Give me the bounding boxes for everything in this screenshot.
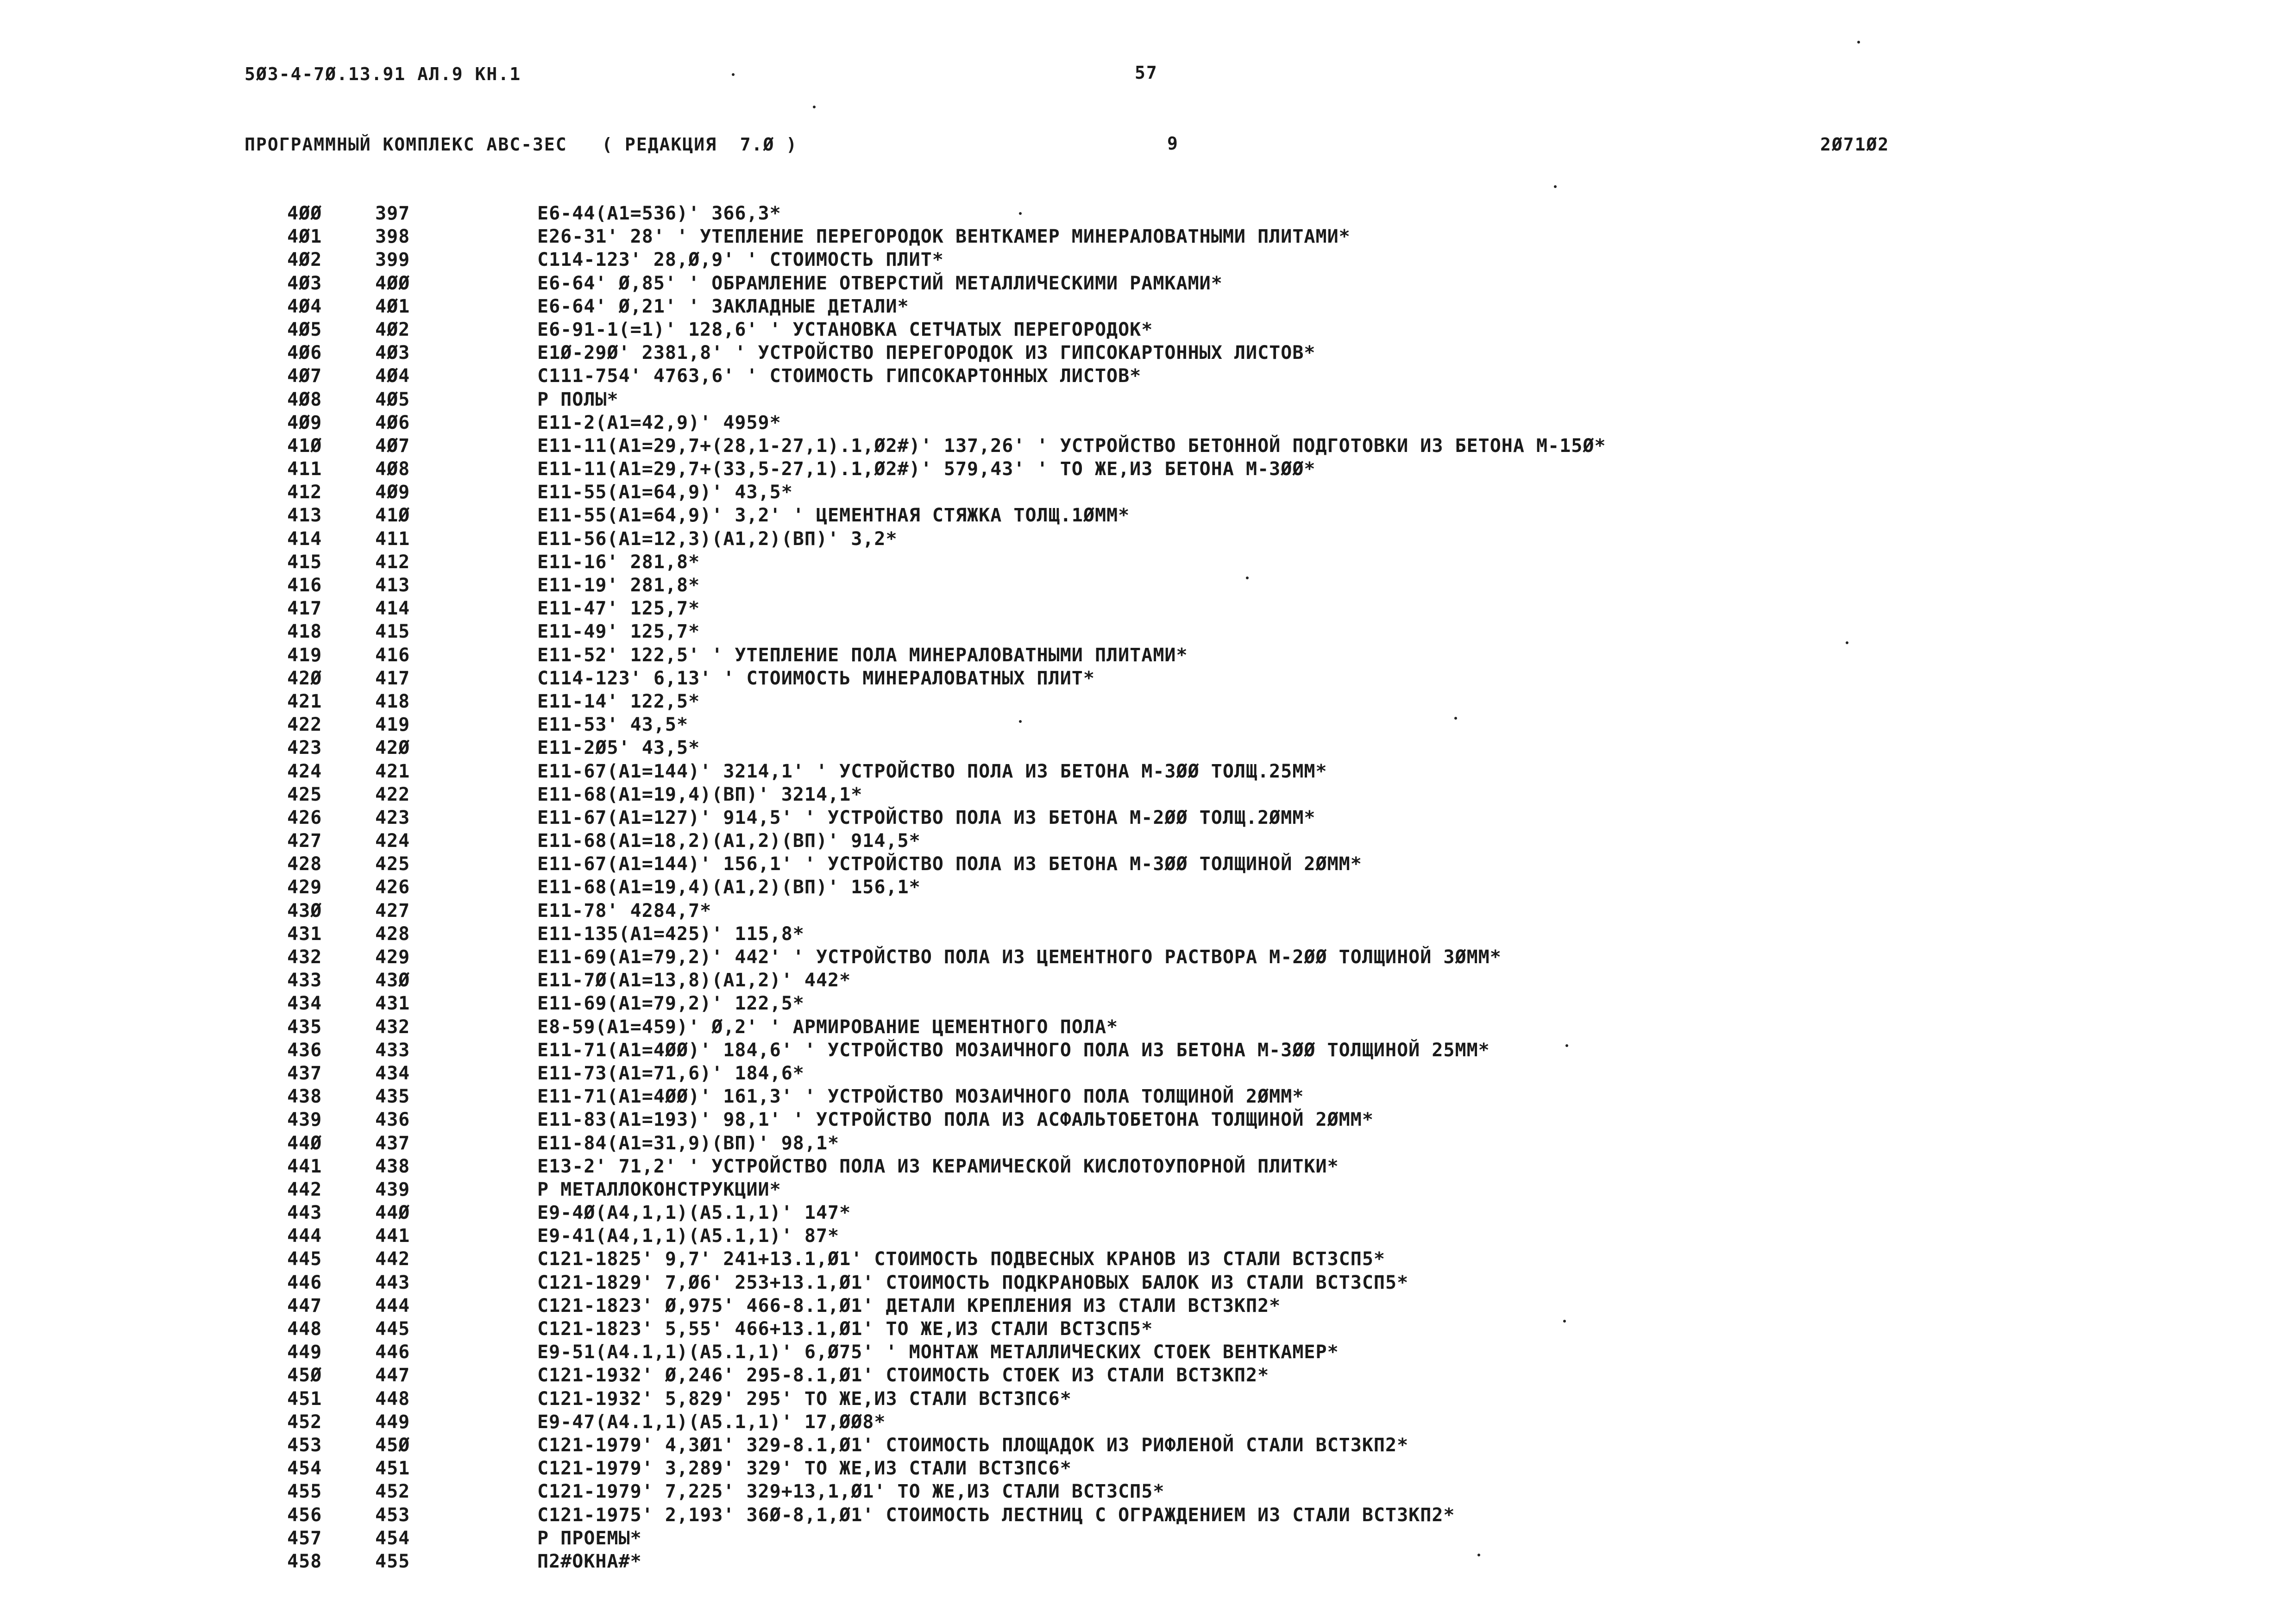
scan-speck — [1846, 641, 1848, 644]
statement-number: 4Ø9 — [375, 482, 410, 503]
page-number: 57 — [1135, 63, 1158, 83]
statement-text: С114-123' 6,13' ' СТОИМОСТЬ МИНЕРАЛОВАТНЫХ ПЛИТ* — [537, 667, 1095, 689]
line-number: 445 — [287, 1248, 322, 1270]
line-number: 423 — [287, 737, 322, 759]
line-number: 436 — [287, 1039, 322, 1061]
statement-number: 428 — [375, 923, 410, 945]
statement-number: 43Ø — [375, 970, 410, 991]
line-number: 425 — [287, 784, 322, 805]
line-number: 428 — [287, 853, 322, 875]
statement-text: Р ПРОЕМЫ* — [537, 1527, 642, 1549]
scan-speck — [1565, 1044, 1568, 1047]
statement-text: Е11-68(А1=19,4)(А1,2)(ВП)' 156,1* — [537, 877, 921, 898]
statement-text: Е11-56(А1=12,3)(А1,2)(ВП)' 3,2* — [537, 528, 898, 550]
line-number: 446 — [287, 1272, 322, 1293]
statement-number: 414 — [375, 598, 410, 620]
line-number: 417 — [287, 598, 322, 620]
statement-number: 4Ø1 — [375, 295, 410, 317]
statement-text: Е11-71(А1=4ØØ)' 161,3' ' УСТРОЙСТВО МОЗАИЧНОГО ПОЛА ТОЛЩИНОЙ 2ØММ* — [537, 1086, 1304, 1108]
statement-number: 397 — [375, 203, 410, 224]
statement-text: Е11-2(А1=42,9)' 4959* — [537, 412, 781, 433]
statement-text: С121-1823' Ø,975' 466-8.1,Ø1' ДЕТАЛИ КРЕПЛЕНИЯ ИЗ СТАЛИ ВСТ3КП2* — [537, 1295, 1281, 1317]
line-number: 415 — [287, 551, 322, 573]
statement-number: 416 — [375, 644, 410, 666]
statement-text: Е11-67(А1=144)' 156,1' ' УСТРОЙСТВО ПОЛА ИЗ БЕТОНА М-3ØØ ТОЛЩИНОЙ 2ØММ* — [537, 853, 1362, 875]
statement-number: 4Ø8 — [375, 458, 410, 480]
statement-number: 439 — [375, 1179, 410, 1200]
statement-text: Е9-51(А4.1,1)(А5.1,1)' 6,Ø75' ' МОНТАЖ МЕТАЛЛИЧЕСКИХ СТОЕК ВЕНТКАМЕР* — [537, 1342, 1339, 1363]
line-number: 45Ø — [287, 1365, 322, 1386]
statement-text: Е11-47' 125,7* — [537, 598, 700, 620]
statement-text: Е11-7Ø(А1=13,8)(А1,2)' 442* — [537, 970, 851, 991]
line-number: 413 — [287, 505, 322, 527]
line-number: 4Ø1 — [287, 226, 322, 248]
line-number: 414 — [287, 528, 322, 550]
scan-speck — [1019, 212, 1022, 215]
statement-number: 418 — [375, 690, 410, 712]
line-number: 457 — [287, 1527, 322, 1549]
statement-text: Е11-67(А1=144)' 3214,1' ' УСТРОЙСТВО ПОЛА ИЗ БЕТОНА М-3ØØ ТОЛЩ.25ММ* — [537, 760, 1327, 782]
line-number: 448 — [287, 1318, 322, 1340]
scan-speck — [732, 73, 735, 76]
line-number: 427 — [287, 830, 322, 852]
statement-number: 425 — [375, 853, 410, 875]
line-number: 452 — [287, 1411, 322, 1433]
statement-number: 452 — [375, 1481, 410, 1503]
line-number: 424 — [287, 760, 322, 782]
statement-number: 436 — [375, 1109, 410, 1131]
statement-number: 4Ø4 — [375, 365, 410, 387]
statement-text: Е11-135(А1=425)' 115,8* — [537, 923, 804, 945]
line-number: 411 — [287, 458, 322, 480]
statement-number: 415 — [375, 621, 410, 643]
statement-text: С121-1932' Ø,246' 295-8.1,Ø1' СТОИМОСТЬ СТОЕК ИЗ СТАЛИ ВСТ3КП2* — [537, 1365, 1269, 1386]
statement-number: 435 — [375, 1086, 410, 1108]
line-number: 419 — [287, 644, 322, 666]
statement-text: Е9-4Ø(А4,1,1)(А5.1,1)' 147* — [537, 1202, 851, 1224]
statement-number: 413 — [375, 575, 410, 596]
document-code: 5Ø3-4-7Ø.13.91 АЛ.9 КН.1 — [245, 64, 522, 84]
line-number: 4Ø7 — [287, 365, 322, 387]
statement-text: Е9-41(А4,1,1)(А5.1,1)' 87* — [537, 1225, 840, 1247]
statement-text: С121-1979' 4,3Ø1' 329-8.1,Ø1' СТОИМОСТЬ ПЛОЩАДОК ИЗ РИФЛЕНОЙ СТАЛИ ВСТ3КП2* — [537, 1434, 1409, 1456]
statement-number: 399 — [375, 249, 410, 271]
line-number: 426 — [287, 807, 322, 828]
line-number: 4Ø2 — [287, 249, 322, 271]
line-number: 437 — [287, 1062, 322, 1084]
line-number: 43Ø — [287, 900, 322, 922]
statement-number: 419 — [375, 714, 410, 736]
statement-text: Е11-83(А1=193)' 98,1' ' УСТРОЙСТВО ПОЛА ИЗ АСФАЛЬТОБЕТОНА ТОЛЩИНОЙ 2ØММ* — [537, 1109, 1374, 1131]
statement-text: Е11-55(А1=64,9)' 3,2' ' ЦЕМЕНТНАЯ СТЯЖКА ТОЛЩ.1ØММ* — [537, 505, 1130, 527]
statement-text: Е11-11(А1=29,7+(33,5-27,1).1,Ø2#)' 579,43' ' ТО ЖЕ,ИЗ БЕТОНА М-3ØØ* — [537, 458, 1316, 480]
statement-text: С121-1825' 9,7' 241+13.1,Ø1' СТОИМОСТЬ ПОДВЕСНЫХ КРАНОВ ИЗ СТАЛИ ВСТ3СП5* — [537, 1248, 1385, 1270]
statement-number: 42Ø — [375, 737, 410, 759]
statement-number: 4Ø6 — [375, 412, 410, 433]
statement-number: 453 — [375, 1504, 410, 1526]
line-number: 412 — [287, 482, 322, 503]
line-number: 456 — [287, 1504, 322, 1526]
line-number: 4Ø9 — [287, 412, 322, 433]
statement-number: 448 — [375, 1388, 410, 1410]
line-number: 455 — [287, 1481, 322, 1503]
statement-number: 451 — [375, 1458, 410, 1480]
statement-number: 398 — [375, 226, 410, 248]
line-number: 432 — [287, 947, 322, 968]
statement-number: 441 — [375, 1225, 410, 1247]
statement-text: Е11-67(А1=127)' 914,5' ' УСТРОЙСТВО ПОЛА ИЗ БЕТОНА М-2ØØ ТОЛЩ.2ØММ* — [537, 807, 1316, 828]
statement-number: 45Ø — [375, 1434, 410, 1456]
line-number: 416 — [287, 575, 322, 596]
statement-number: 422 — [375, 784, 410, 805]
statement-number: 4ØØ — [375, 272, 410, 294]
line-number: 418 — [287, 621, 322, 643]
line-number: 435 — [287, 1016, 322, 1038]
statement-number: 454 — [375, 1527, 410, 1549]
scan-speck — [1477, 1554, 1480, 1556]
statement-text: Е11-78' 4284,7* — [537, 900, 712, 922]
scan-speck — [1246, 577, 1249, 579]
statement-number: 434 — [375, 1062, 410, 1084]
program-page-number: 9 — [1167, 133, 1179, 154]
statement-text: Е13-2' 71,2' ' УСТРОЙСТВО ПОЛА ИЗ КЕРАМИЧЕСКОЙ КИСЛОТОУПОРНОЙ ПЛИТКИ* — [537, 1155, 1339, 1177]
statement-number: 4Ø7 — [375, 435, 410, 457]
line-number: 4Ø5 — [287, 319, 322, 340]
statement-text: С121-1932' 5,829' 295' ТО ЖЕ,ИЗ СТАЛИ ВСТ3ПС6* — [537, 1388, 1072, 1410]
statement-number: 4Ø5 — [375, 389, 410, 410]
statement-number: 443 — [375, 1272, 410, 1293]
line-number: 4Ø4 — [287, 295, 322, 317]
statement-number: 446 — [375, 1342, 410, 1363]
line-number: 442 — [287, 1179, 322, 1200]
statement-number: 432 — [375, 1016, 410, 1038]
line-number: 447 — [287, 1295, 322, 1317]
line-number: 431 — [287, 923, 322, 945]
statement-text: Е8-59(А1=459)' Ø,2' ' АРМИРОВАНИЕ ЦЕМЕНТНОГО ПОЛА* — [537, 1016, 1119, 1038]
line-number: 44Ø — [287, 1132, 322, 1154]
statement-text: Е11-68(А1=18,2)(А1,2)(ВП)' 914,5* — [537, 830, 921, 852]
scan-speck — [1563, 1320, 1566, 1323]
scan-speck — [1554, 185, 1557, 188]
statement-text: Е11-73(А1=71,6)' 184,6* — [537, 1062, 804, 1084]
statement-text: Е11-14' 122,5* — [537, 690, 700, 712]
statement-number: 447 — [375, 1365, 410, 1386]
statement-number: 433 — [375, 1039, 410, 1061]
line-number: 42Ø — [287, 667, 322, 689]
statement-text: С111-754' 4763,6' ' СТОИМОСТЬ ГИПСОКАРТОННЫХ ЛИСТОВ* — [537, 365, 1142, 387]
statement-number: 429 — [375, 947, 410, 968]
statement-text: С121-1829' 7,Ø6' 253+13.1,Ø1' СТОИМОСТЬ ПОДКРАНОВЫХ БАЛОК ИЗ СТАЛИ ВСТ3СП5* — [537, 1272, 1409, 1293]
statement-text: С121-1979' 7,225' 329+13,1,Ø1' ТО ЖЕ,ИЗ СТАЛИ ВСТ3СП5* — [537, 1481, 1165, 1503]
statement-text: Е11-71(А1=4ØØ)' 184,6' ' УСТРОЙСТВО МОЗАИЧНОГО ПОЛА ИЗ БЕТОНА М-3ØØ ТОЛЩИНОЙ 25ММ* — [537, 1039, 1490, 1061]
statement-number: 449 — [375, 1411, 410, 1433]
line-number: 433 — [287, 970, 322, 991]
line-number: 421 — [287, 690, 322, 712]
line-number: 441 — [287, 1155, 322, 1177]
statement-text: С121-1975' 2,193' 36Ø-8,1,Ø1' СТОИМОСТЬ ЛЕСТНИЦ С ОГРАЖДЕНИЕМ ИЗ СТАЛИ ВСТ3КП2* — [537, 1504, 1455, 1526]
statement-number: 444 — [375, 1295, 410, 1317]
statement-text: Е11-68(А1=19,4)(ВП)' 3214,1* — [537, 784, 863, 805]
statement-text: Е11-11(А1=29,7+(28,1-27,1).1,Ø2#)' 137,26' ' УСТРОЙСТВО БЕТОННОЙ ПОДГОТОВКИ ИЗ БЕТОНА М-15Ø* — [537, 435, 1606, 457]
document-id: 2Ø71Ø2 — [1820, 134, 1890, 155]
statement-text: Е11-55(А1=64,9)' 43,5* — [537, 482, 793, 503]
statement-number: 438 — [375, 1155, 410, 1177]
statement-text: Е11-69(А1=79,2)' 442' ' УСТРОЙСТВО ПОЛА ИЗ ЦЕМЕНТНОГО РАСТВОРА М-2ØØ ТОЛЩИНОЙ 3ØММ* — [537, 947, 1502, 968]
line-number: 444 — [287, 1225, 322, 1247]
statement-number: 426 — [375, 877, 410, 898]
statement-text: Е11-2Ø5' 43,5* — [537, 737, 700, 759]
statement-text: Е11-84(А1=31,9)(ВП)' 98,1* — [537, 1132, 840, 1154]
statement-number: 427 — [375, 900, 410, 922]
statement-number: 455 — [375, 1550, 410, 1572]
line-number: 4Ø8 — [287, 389, 322, 410]
statement-text: Е11-69(А1=79,2)' 122,5* — [537, 993, 804, 1015]
statement-number: 423 — [375, 807, 410, 828]
statement-number: 4Ø2 — [375, 319, 410, 340]
statement-text: С114-123' 28,Ø,9' ' СТОИМОСТЬ ПЛИТ* — [537, 249, 944, 271]
line-number: 451 — [287, 1388, 322, 1410]
statement-text: Е6-64' Ø,85' ' ОБРАМЛЕНИЕ ОТВЕРСТИЙ МЕТАЛЛИЧЕСКИМИ РАМКАМИ* — [537, 272, 1223, 294]
line-number: 443 — [287, 1202, 322, 1224]
line-number: 429 — [287, 877, 322, 898]
line-number: 4Ø3 — [287, 272, 322, 294]
scan-speck — [1857, 41, 1860, 44]
statement-number: 411 — [375, 528, 410, 550]
line-number: 422 — [287, 714, 322, 736]
statement-text: Р ПОЛЫ* — [537, 389, 619, 410]
statement-text: Е26-31' 28' ' УТЕПЛЕНИЕ ПЕРЕГОРОДОК ВЕНТКАМЕР МИНЕРАЛОВАТНЫМИ ПЛИТАМИ* — [537, 226, 1351, 248]
statement-text: Е11-19' 281,8* — [537, 575, 700, 596]
statement-number: 442 — [375, 1248, 410, 1270]
line-number: 438 — [287, 1086, 322, 1108]
statement-number: 445 — [375, 1318, 410, 1340]
statement-text: Е6-44(А1=536)' 366,3* — [537, 203, 781, 224]
statement-text: С121-1979' 3,289' 329' ТО ЖЕ,ИЗ СТАЛИ ВСТ3ПС6* — [537, 1458, 1072, 1480]
statement-text: Е11-16' 281,8* — [537, 551, 700, 573]
scan-speck — [1019, 720, 1022, 723]
statement-text: Р МЕТАЛЛОКОНСТРУКЦИИ* — [537, 1179, 781, 1200]
program-title: ПРОГРАММНЫЙ КОМПЛЕКС АВС-3ЕС ( РЕДАКЦИЯ 7.Ø ) — [245, 134, 798, 155]
statement-text: Е9-47(А4.1,1)(А5.1,1)' 17,ØØ8* — [537, 1411, 886, 1433]
statement-number: 41Ø — [375, 505, 410, 527]
statement-text: Е1Ø-29Ø' 2381,8' ' УСТРОЙСТВО ПЕРЕГОРОДОК ИЗ ГИПСОКАРТОННЫХ ЛИСТОВ* — [537, 342, 1316, 364]
statement-text: Е11-49' 125,7* — [537, 621, 700, 643]
statement-text: Е11-53' 43,5* — [537, 714, 689, 736]
statement-number: 4Ø3 — [375, 342, 410, 364]
statement-number: 424 — [375, 830, 410, 852]
statement-number: 421 — [375, 760, 410, 782]
line-number: 41Ø — [287, 435, 322, 457]
statement-number: 44Ø — [375, 1202, 410, 1224]
line-number: 4Ø6 — [287, 342, 322, 364]
statement-text: Е6-64' Ø,21' ' ЗАКЛАДНЫЕ ДЕТАЛИ* — [537, 295, 909, 317]
statement-text: П2#ОКНА#* — [537, 1550, 642, 1572]
statement-number: 431 — [375, 993, 410, 1015]
scan-speck — [1454, 717, 1457, 720]
line-number: 4ØØ — [287, 203, 322, 224]
line-number: 434 — [287, 993, 322, 1015]
line-number: 439 — [287, 1109, 322, 1131]
statement-number: 412 — [375, 551, 410, 573]
statement-text: Е6-91-1(=1)' 128,6' ' УСТАНОВКА СЕТЧАТЫХ ПЕРЕГОРОДОК* — [537, 319, 1153, 340]
statement-number: 437 — [375, 1132, 410, 1154]
line-number: 454 — [287, 1458, 322, 1480]
line-number: 458 — [287, 1550, 322, 1572]
scan-speck — [813, 106, 816, 108]
line-number: 449 — [287, 1342, 322, 1363]
line-number: 453 — [287, 1434, 322, 1456]
statement-text: Е11-52' 122,5' ' УТЕПЛЕНИЕ ПОЛА МИНЕРАЛОВАТНЫМИ ПЛИТАМИ* — [537, 644, 1188, 666]
statement-text: С121-1823' 5,55' 466+13.1,Ø1' ТО ЖЕ,ИЗ СТАЛИ ВСТ3СП5* — [537, 1318, 1153, 1340]
statement-number: 417 — [375, 667, 410, 689]
